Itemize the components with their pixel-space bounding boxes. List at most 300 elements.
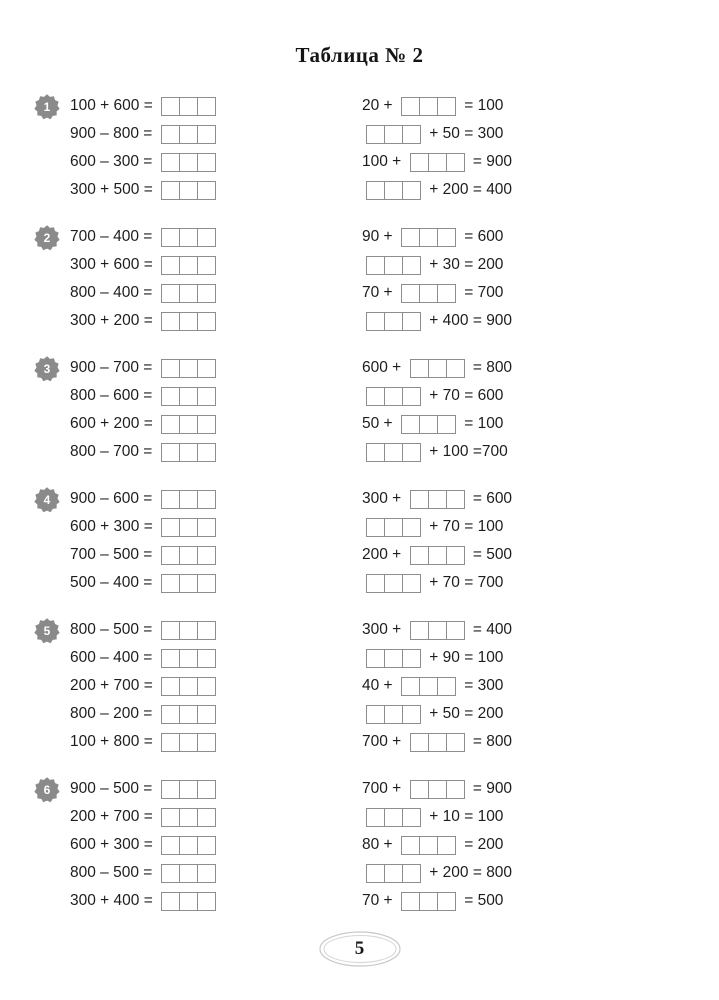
- answer-boxes[interactable]: [401, 284, 456, 303]
- answer-box-cell[interactable]: [446, 733, 465, 752]
- answer-boxes[interactable]: [161, 864, 216, 883]
- equation-row: [70, 382, 362, 410]
- answer-boxes[interactable]: [366, 649, 421, 668]
- answer-box-cell[interactable]: [419, 677, 438, 696]
- answer-boxes[interactable]: [161, 181, 216, 200]
- answer-boxes[interactable]: [366, 181, 421, 200]
- answer-box-cell[interactable]: [197, 387, 216, 406]
- answer-box-cell[interactable]: [428, 153, 447, 172]
- equation-text: 800 – 500 =: [70, 621, 157, 638]
- equation-text: = 700: [459, 284, 504, 301]
- answer-box-cell[interactable]: [366, 181, 385, 200]
- answer-box-cell[interactable]: [197, 546, 216, 565]
- answer-box-cell[interactable]: [366, 387, 385, 406]
- answer-box-cell[interactable]: [197, 677, 216, 696]
- equation-text: 100 +: [362, 153, 406, 170]
- answer-box-cell[interactable]: [161, 256, 180, 275]
- answer-box-cell[interactable]: [419, 228, 438, 247]
- equation-text: + 200 = 400: [425, 181, 513, 198]
- answer-box-cell[interactable]: [402, 518, 421, 537]
- answer-box-cell[interactable]: [410, 621, 429, 640]
- answer-box-cell[interactable]: [179, 621, 198, 640]
- equation-row: [362, 307, 662, 335]
- answer-box-cell[interactable]: [161, 705, 180, 724]
- answer-box-cell[interactable]: [446, 490, 465, 509]
- answer-box-cell[interactable]: [197, 621, 216, 640]
- answer-box-cell[interactable]: [410, 359, 429, 378]
- answer-boxes[interactable]: [161, 228, 216, 247]
- equation-text: 300 + 200 =: [70, 312, 158, 329]
- answer-boxes[interactable]: [161, 256, 216, 275]
- answer-box-cell[interactable]: [161, 892, 180, 911]
- answer-box-cell[interactable]: [179, 125, 198, 144]
- equation-row: [362, 120, 662, 148]
- answer-box-cell[interactable]: [410, 780, 429, 799]
- answer-box-cell[interactable]: [161, 312, 180, 331]
- answer-box-cell[interactable]: [179, 780, 198, 799]
- answer-box-cell[interactable]: [161, 780, 180, 799]
- answer-boxes[interactable]: [161, 284, 216, 303]
- answer-box-cell[interactable]: [384, 312, 403, 331]
- answer-box-cell[interactable]: [402, 443, 421, 462]
- answer-box-cell[interactable]: [179, 546, 198, 565]
- equation-row: [70, 775, 362, 803]
- answer-box-cell[interactable]: [402, 181, 421, 200]
- answer-box-cell[interactable]: [428, 546, 447, 565]
- answer-box-cell[interactable]: [384, 808, 403, 827]
- answer-box-cell[interactable]: [428, 621, 447, 640]
- answer-boxes[interactable]: [401, 836, 456, 855]
- badge-column: [34, 92, 70, 204]
- equation-text: = 600: [468, 490, 513, 507]
- answer-box-cell[interactable]: [384, 705, 403, 724]
- equation-text: + 50 = 300: [425, 125, 504, 142]
- answer-boxes[interactable]: [366, 518, 421, 537]
- equation-text: 900 – 500 =: [70, 780, 157, 797]
- page-title: Таблица № 2: [295, 43, 424, 67]
- answer-box-cell[interactable]: [179, 518, 198, 537]
- equation-row: [362, 616, 662, 644]
- answer-boxes[interactable]: [161, 97, 216, 116]
- left-column: [70, 92, 362, 204]
- answer-boxes[interactable]: [401, 892, 456, 911]
- answer-box-cell[interactable]: [197, 153, 216, 172]
- answer-box-cell[interactable]: [401, 415, 420, 434]
- answer-box-cell[interactable]: [401, 228, 420, 247]
- answer-boxes[interactable]: [366, 705, 421, 724]
- answer-box-cell[interactable]: [179, 256, 198, 275]
- answer-box-cell[interactable]: [437, 97, 456, 116]
- answer-box-cell[interactable]: [384, 125, 403, 144]
- answer-box-cell[interactable]: [410, 733, 429, 752]
- answer-boxes[interactable]: [410, 153, 465, 172]
- answer-boxes[interactable]: [161, 387, 216, 406]
- answer-box-cell[interactable]: [179, 705, 198, 724]
- answer-box-cell[interactable]: [402, 312, 421, 331]
- answer-boxes[interactable]: [410, 733, 465, 752]
- answer-boxes[interactable]: [161, 621, 216, 640]
- answer-box-cell[interactable]: [446, 546, 465, 565]
- equation-row: [362, 382, 662, 410]
- answer-box-cell[interactable]: [419, 415, 438, 434]
- exercise-group: [34, 354, 685, 466]
- group-number-badge: [34, 225, 60, 251]
- answer-box-cell[interactable]: [401, 892, 420, 911]
- group-number-badge: [34, 487, 60, 513]
- equation-text: 200 + 700 =: [70, 677, 158, 694]
- answer-box-cell[interactable]: [384, 574, 403, 593]
- answer-box-cell[interactable]: [161, 153, 180, 172]
- right-column: [362, 616, 662, 756]
- answer-boxes[interactable]: [366, 387, 421, 406]
- equation-text: + 400 = 900: [425, 312, 513, 329]
- answer-box-cell[interactable]: [161, 546, 180, 565]
- answer-box-cell[interactable]: [366, 312, 385, 331]
- equation-text: = 400: [468, 621, 513, 638]
- answer-box-cell[interactable]: [179, 284, 198, 303]
- answer-box-cell[interactable]: [161, 387, 180, 406]
- equation-text: + 30 = 200: [425, 256, 504, 273]
- equation-text: 100 + 800 =: [70, 733, 158, 750]
- equation-text: + 10 = 100: [425, 808, 504, 825]
- answer-boxes[interactable]: [161, 125, 216, 144]
- equation-row: [362, 775, 662, 803]
- equation-row: [362, 887, 662, 915]
- answer-box-cell[interactable]: [179, 836, 198, 855]
- answer-box-cell[interactable]: [410, 153, 429, 172]
- answer-box-cell[interactable]: [384, 256, 403, 275]
- answer-box-cell[interactable]: [179, 359, 198, 378]
- answer-box-cell[interactable]: [179, 808, 198, 827]
- answer-boxes[interactable]: [410, 546, 465, 565]
- group-number-badge: [34, 356, 60, 382]
- answer-box-cell[interactable]: [446, 153, 465, 172]
- answer-boxes[interactable]: [161, 312, 216, 331]
- equation-row: [362, 251, 662, 279]
- equation-text: + 70 = 700: [425, 574, 504, 591]
- answer-box-cell[interactable]: [366, 649, 385, 668]
- answer-box-cell[interactable]: [366, 443, 385, 462]
- answer-boxes[interactable]: [410, 780, 465, 799]
- answer-box-cell[interactable]: [384, 443, 403, 462]
- equation-row: [70, 672, 362, 700]
- answer-box-cell[interactable]: [366, 574, 385, 593]
- answer-box-cell[interactable]: [179, 649, 198, 668]
- answer-box-cell[interactable]: [179, 574, 198, 593]
- answer-box-cell[interactable]: [161, 490, 180, 509]
- answer-box-cell[interactable]: [402, 387, 421, 406]
- answer-box-cell[interactable]: [197, 780, 216, 799]
- equation-text: 70 +: [362, 284, 397, 301]
- right-column: [362, 775, 662, 915]
- answer-boxes[interactable]: [366, 256, 421, 275]
- answer-box-cell[interactable]: [197, 256, 216, 275]
- answer-box-cell[interactable]: [179, 733, 198, 752]
- answer-box-cell[interactable]: [161, 359, 180, 378]
- equation-row: [70, 410, 362, 438]
- answer-box-cell[interactable]: [179, 892, 198, 911]
- equation-text: 90 +: [362, 228, 397, 245]
- answer-box-cell[interactable]: [179, 228, 198, 247]
- answer-box-cell[interactable]: [161, 125, 180, 144]
- answer-box-cell[interactable]: [161, 733, 180, 752]
- equation-row: [362, 176, 662, 204]
- answer-box-cell[interactable]: [197, 490, 216, 509]
- equation-text: 700 – 500 =: [70, 546, 157, 563]
- group-number-label: 5: [43, 624, 51, 638]
- answer-box-cell[interactable]: [410, 490, 429, 509]
- equation-row: [362, 513, 662, 541]
- group-number-badge: [34, 777, 60, 803]
- answer-boxes[interactable]: [161, 574, 216, 593]
- answer-box-cell[interactable]: [402, 256, 421, 275]
- group-number-badge: [34, 94, 60, 120]
- group-number-label: 2: [43, 231, 51, 245]
- answer-box-cell[interactable]: [161, 574, 180, 593]
- answer-box-cell[interactable]: [401, 836, 420, 855]
- answer-box-cell[interactable]: [161, 621, 180, 640]
- left-column: [70, 223, 362, 335]
- answer-boxes[interactable]: [401, 97, 456, 116]
- answer-box-cell[interactable]: [197, 705, 216, 724]
- answer-boxes[interactable]: [366, 808, 421, 827]
- answer-boxes[interactable]: [410, 621, 465, 640]
- answer-box-cell[interactable]: [366, 518, 385, 537]
- answer-boxes[interactable]: [401, 228, 456, 247]
- answer-box-cell[interactable]: [179, 97, 198, 116]
- equation-row: [362, 541, 662, 569]
- answer-box-cell[interactable]: [401, 677, 420, 696]
- equation-row: [70, 644, 362, 672]
- answer-box-cell[interactable]: [437, 415, 456, 434]
- answer-box-cell[interactable]: [161, 415, 180, 434]
- answer-boxes[interactable]: [161, 892, 216, 911]
- answer-box-cell[interactable]: [197, 181, 216, 200]
- exercise-group: [34, 485, 685, 597]
- answer-box-cell[interactable]: [402, 574, 421, 593]
- equation-text: = 900: [468, 780, 513, 797]
- equation-row: [70, 120, 362, 148]
- equation-row: [362, 569, 662, 597]
- answer-box-cell[interactable]: [161, 649, 180, 668]
- answer-boxes[interactable]: [161, 153, 216, 172]
- equation-text: 300 + 400 =: [70, 892, 158, 909]
- right-column: [362, 354, 662, 466]
- answer-box-cell[interactable]: [197, 228, 216, 247]
- answer-box-cell[interactable]: [161, 97, 180, 116]
- answer-box-cell[interactable]: [446, 359, 465, 378]
- answer-boxes[interactable]: [161, 780, 216, 799]
- equation-text: 800 – 600 =: [70, 387, 157, 404]
- page-number: 5: [354, 938, 365, 959]
- answer-box-cell[interactable]: [179, 415, 198, 434]
- group-number-label: 1: [43, 100, 51, 114]
- equation-row: [362, 831, 662, 859]
- answer-boxes[interactable]: [366, 864, 421, 883]
- answer-box-cell[interactable]: [366, 125, 385, 144]
- equation-row: [70, 223, 362, 251]
- answer-box-cell[interactable]: [446, 621, 465, 640]
- answer-box-cell[interactable]: [161, 518, 180, 537]
- page-footer: [0, 926, 719, 972]
- equation-row: [70, 92, 362, 120]
- answer-box-cell[interactable]: [366, 256, 385, 275]
- equation-text: 600 + 300 =: [70, 518, 158, 535]
- answer-boxes[interactable]: [366, 443, 421, 462]
- answer-boxes[interactable]: [161, 490, 216, 509]
- answer-box-cell[interactable]: [402, 649, 421, 668]
- answer-box-cell[interactable]: [161, 228, 180, 247]
- answer-boxes[interactable]: [161, 443, 216, 462]
- left-column: [70, 354, 362, 466]
- answer-box-cell[interactable]: [179, 490, 198, 509]
- equation-row: [362, 644, 662, 672]
- group-number-label: 4: [43, 493, 51, 507]
- answer-box-cell[interactable]: [437, 677, 456, 696]
- answer-boxes[interactable]: [161, 677, 216, 696]
- answer-box-cell[interactable]: [179, 387, 198, 406]
- answer-box-cell[interactable]: [402, 864, 421, 883]
- equation-text: 200 +: [362, 546, 406, 563]
- answer-box-cell[interactable]: [179, 312, 198, 331]
- equation-row: [70, 803, 362, 831]
- equation-text: 300 +: [362, 490, 406, 507]
- answer-box-cell[interactable]: [410, 546, 429, 565]
- answer-boxes[interactable]: [161, 546, 216, 565]
- answer-boxes[interactable]: [161, 705, 216, 724]
- equation-text: 600 + 300 =: [70, 836, 158, 853]
- answer-boxes[interactable]: [161, 733, 216, 752]
- answer-boxes[interactable]: [410, 490, 465, 509]
- answer-box-cell[interactable]: [197, 864, 216, 883]
- equation-text: 900 – 800 =: [70, 125, 157, 142]
- answer-boxes[interactable]: [401, 677, 456, 696]
- answer-box-cell[interactable]: [402, 808, 421, 827]
- equation-row: [70, 831, 362, 859]
- answer-box-cell[interactable]: [197, 733, 216, 752]
- answer-box-cell[interactable]: [197, 284, 216, 303]
- page-number-badge: [314, 926, 406, 972]
- equation-text: + 70 = 600: [425, 387, 504, 404]
- answer-boxes[interactable]: [161, 649, 216, 668]
- answer-box-cell[interactable]: [437, 284, 456, 303]
- answer-box-cell[interactable]: [197, 518, 216, 537]
- exercise-group: [34, 223, 685, 335]
- answer-box-cell[interactable]: [384, 518, 403, 537]
- answer-boxes[interactable]: [161, 836, 216, 855]
- equation-text: 700 +: [362, 780, 406, 797]
- answer-box-cell[interactable]: [179, 181, 198, 200]
- answer-box-cell[interactable]: [401, 284, 420, 303]
- answer-box-cell[interactable]: [384, 387, 403, 406]
- answer-box-cell[interactable]: [402, 125, 421, 144]
- answer-boxes[interactable]: [366, 312, 421, 331]
- answer-box-cell[interactable]: [161, 864, 180, 883]
- answer-box-cell[interactable]: [197, 443, 216, 462]
- answer-box-cell[interactable]: [179, 153, 198, 172]
- equation-text: 600 – 300 =: [70, 153, 157, 170]
- answer-box-cell[interactable]: [197, 125, 216, 144]
- equation-row: [70, 354, 362, 382]
- answer-box-cell[interactable]: [161, 443, 180, 462]
- answer-boxes[interactable]: [161, 359, 216, 378]
- answer-box-cell[interactable]: [197, 649, 216, 668]
- answer-box-cell[interactable]: [384, 181, 403, 200]
- answer-box-cell[interactable]: [197, 415, 216, 434]
- equation-text: + 50 = 200: [425, 705, 504, 722]
- answer-box-cell[interactable]: [197, 97, 216, 116]
- answer-box-cell[interactable]: [428, 733, 447, 752]
- answer-box-cell[interactable]: [197, 359, 216, 378]
- answer-boxes[interactable]: [161, 518, 216, 537]
- left-column: [70, 775, 362, 915]
- answer-boxes[interactable]: [401, 415, 456, 434]
- equation-row: [362, 92, 662, 120]
- answer-box-cell[interactable]: [428, 359, 447, 378]
- equation-text: 600 +: [362, 359, 406, 376]
- group-number-badge: [34, 618, 60, 644]
- equation-text: 300 + 600 =: [70, 256, 158, 273]
- answer-box-cell[interactable]: [419, 284, 438, 303]
- equation-text: + 70 = 100: [425, 518, 504, 535]
- answer-box-cell[interactable]: [161, 808, 180, 827]
- answer-box-cell[interactable]: [446, 780, 465, 799]
- answer-box-cell[interactable]: [366, 705, 385, 724]
- answer-box-cell[interactable]: [197, 892, 216, 911]
- equation-row: [362, 700, 662, 728]
- answer-box-cell[interactable]: [437, 836, 456, 855]
- answer-box-cell[interactable]: [437, 228, 456, 247]
- answer-box-cell[interactable]: [437, 892, 456, 911]
- answer-boxes[interactable]: [161, 415, 216, 434]
- answer-box-cell[interactable]: [401, 97, 420, 116]
- equation-text: 70 +: [362, 892, 397, 909]
- answer-box-cell[interactable]: [179, 443, 198, 462]
- answer-box-cell[interactable]: [402, 705, 421, 724]
- answer-box-cell[interactable]: [428, 780, 447, 799]
- answer-box-cell[interactable]: [197, 808, 216, 827]
- answer-box-cell[interactable]: [419, 97, 438, 116]
- answer-box-cell[interactable]: [384, 649, 403, 668]
- answer-boxes[interactable]: [410, 359, 465, 378]
- equation-text: = 800: [468, 733, 513, 750]
- answer-box-cell[interactable]: [161, 836, 180, 855]
- answer-box-cell[interactable]: [197, 312, 216, 331]
- answer-box-cell[interactable]: [179, 864, 198, 883]
- answer-boxes[interactable]: [161, 808, 216, 827]
- equation-text: 600 + 200 =: [70, 415, 158, 432]
- equation-text: 800 – 700 =: [70, 443, 157, 460]
- answer-box-cell[interactable]: [366, 808, 385, 827]
- answer-box-cell[interactable]: [179, 677, 198, 696]
- answer-box-cell[interactable]: [384, 864, 403, 883]
- answer-box-cell[interactable]: [419, 836, 438, 855]
- equation-row: [362, 438, 662, 466]
- answer-boxes[interactable]: [366, 125, 421, 144]
- answer-box-cell[interactable]: [161, 284, 180, 303]
- answer-box-cell[interactable]: [366, 864, 385, 883]
- equation-text: + 100 =700: [425, 443, 508, 460]
- answer-box-cell[interactable]: [161, 677, 180, 696]
- answer-box-cell[interactable]: [197, 836, 216, 855]
- equation-text: 300 +: [362, 621, 406, 638]
- answer-box-cell[interactable]: [197, 574, 216, 593]
- answer-boxes[interactable]: [366, 574, 421, 593]
- group-number-label: 6: [43, 783, 51, 797]
- answer-box-cell[interactable]: [428, 490, 447, 509]
- answer-box-cell[interactable]: [161, 181, 180, 200]
- answer-box-cell[interactable]: [419, 892, 438, 911]
